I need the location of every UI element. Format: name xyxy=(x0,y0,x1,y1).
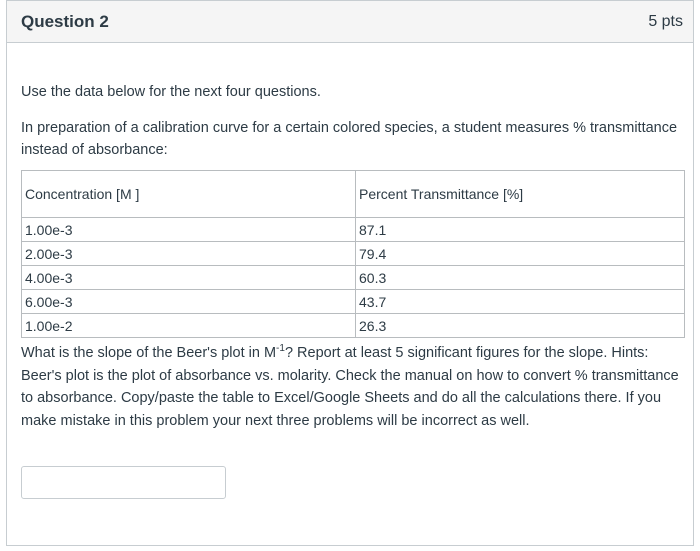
transmittance-cell: 87.1 xyxy=(356,218,685,242)
concentration-cell: 1.00e-3 xyxy=(22,218,356,242)
header-concentration: Concentration [M ] xyxy=(22,171,356,218)
header-transmittance: Percent Transmittance [%] xyxy=(356,171,685,218)
table-row xyxy=(22,242,685,266)
transmittance-cell: 60.3 xyxy=(356,266,685,290)
table-row xyxy=(22,314,685,338)
concentration-cell: 2.00e-3 xyxy=(22,242,356,266)
prompt-text: What is the slope of the Beer's plot in M xyxy=(21,345,277,361)
data-table xyxy=(21,170,685,338)
table-row xyxy=(22,290,685,314)
answer-input[interactable] xyxy=(21,466,226,499)
concentration-cell: 4.00e-3 xyxy=(22,266,356,290)
transmittance-cell: 26.3 xyxy=(356,314,685,338)
table-header-row xyxy=(22,171,685,218)
concentration-cell: 6.00e-3 xyxy=(22,290,356,314)
question-title: Question 2 xyxy=(21,11,109,31)
transmittance-cell: 79.4 xyxy=(356,242,685,266)
question-card xyxy=(6,0,694,546)
question-header xyxy=(7,1,693,43)
table-row xyxy=(22,218,685,242)
prompt-text-continued: ? Report at least 5 significant figures for the slope. Hints: Beer's plot is the plot of absorbance vs. molarity. Check the manual on how to convert % transmittance to absorbance. Copy/paste the table to Excel/Google Sheets and do all the calculations there. If you make mistake in this problem your next three problems will be incorrect as well. xyxy=(21,345,679,429)
question-body xyxy=(7,81,693,499)
preparation-text: In preparation of a calibration curve for a certain colored species, a student measures % transmittance instead of absorbance: xyxy=(21,120,678,158)
intro-text: Use the data below for the next four questions. xyxy=(21,84,321,100)
question-prompt xyxy=(21,342,679,432)
table-row xyxy=(22,266,685,290)
question-points: 5 pts xyxy=(648,12,683,30)
unit-superscript: -1 xyxy=(276,343,285,355)
concentration-cell: 1.00e-2 xyxy=(22,314,356,338)
transmittance-cell: 43.7 xyxy=(356,290,685,314)
